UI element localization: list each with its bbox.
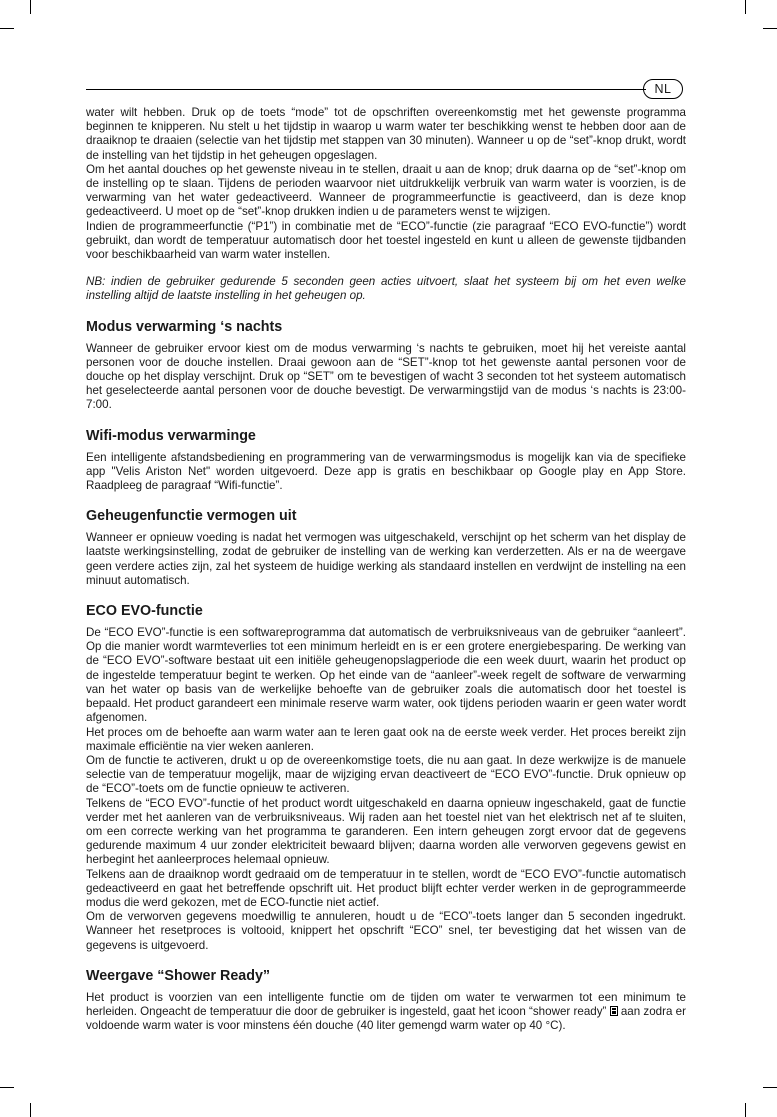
intro-paragraph: water wilt hebben. Druk op de toets “mode” tot de opschriften overeenkomstig met het gewenste programma beginnen te knipperen. Nu stelt u het tijdstip in waarop u warm water ter beschikking wenst te hebben door aan de draaiknop te draaien (selectie van het tijdstip met stappen van 30 minuten). Wanneer u op de “set”-knop drukt, wordt de instelling van het tijdstip in het geheugen opgeslagen. [86,106,686,162]
eco-paragraph: Om de verworven gegevens moedwillig te annuleren, houdt u de “ECO”-toets langer dan 5 seconden ingedrukt. Wanneer het resetproces is voltooid, knippert het opschrift “ECO” snel, ter bevestiging dat het wissen van de gegevens is uitgevoerd. [86,910,686,952]
eco-paragraph: De “ECO EVO”-functie is een softwareprogramma dat automatisch de verbruiksniveaus van de gebruiker “aanleert”. Op die manier wordt warmteverlies tot een minimum herleidt en is er een grotere energiebesparing. De werking van de “ECO EVO”-software bestaat uit een initiële geheugenopslagperiode die een week duurt, waarin het product op de ingestelde temperatuur begint te werken. Op het einde van de “aanleer”-week regelt de software de verwarming van het water op basis van de werkelijke behoefte van de gebruiker zoals die automatisch door het toestel is bepaald. Het product garandeert een minimale reserve warm water, ook tijdens perioden waarin er geen water wordt afgenomen. [86,626,686,725]
section-title-night-mode: Modus verwarming ‘s nachts [86,318,283,335]
page-content [86,106,686,1033]
intro-paragraph: Om het aantal douches op het gewenste niveau in te stellen, draait u aan de knop; druk daarna op de “set”-knop om de instelling op te slaan. Tijdens de perioden waarvoor niet uitdrukkelijk verbruik van warm water is voorzien, is de verwarming van het water gedeactiveerd. Wanneer de programmeerfunctie is geactiveerd, dan is deze knop gedeactiveerd. U moet op de “set”-knop drukken indien u de parameters wenst te wijzigen. [86,162,686,219]
crop-mark [763,1087,777,1088]
eco-paragraph: Telkens de “ECO EVO”-functie of het product wordt uitgeschakeld en daarna opnieuw ingeschakeld, gaat de functie verder met het aanleren van de verbruiksniveaus. Wij raden aan het toestel niet van het elektrisch net af te sluiten, om een correcte werking van het programma te garanderen. Een intern geheugen zorgt ervoor dat de gegevens gedurende maximum 4 uur zonder elektriciteit bewaard blijven; daarna worden alle verworven gegevens gewist en herbegint het aanleerproces helemaal opnieuw. [86,796,686,867]
night-mode-paragraph: Wanneer de gebruiker ervoor kiest om de modus verwarming ‘s nachts te gebruiken, moet hij het vereiste aantal personen voor de douche instellen. Draai gewoon aan de “SET”-knop tot het gewenste aantal personen voor de douche op het display verschijnt. Druk op “SET” om te bevestigen of wacht 3 seconden tot het systeem automatisch het geselecteerde aantal personen voor de douche bevestigt. De verwarmingstijd van de modus ‘s nachts is 23:00-7:00. [86,341,686,412]
header-rule [86,89,646,90]
eco-paragraph: Om de functie te activeren, drukt u op de overeenkomstige toets, die nu aan gaat. In deze werkwijze is de manuele selectie van de temperatuur mogelijk, maar de wijziging ervan deactiveert de “ECO EVO”-functie. Druk opnieuw op de “ECO”-toets om de functie opnieuw te activeren. [86,753,686,796]
language-badge: NL [643,79,683,99]
crop-mark [30,1103,31,1117]
shower-text-before: Het product is voorzien van een intelligente functie om de tijden om water te verwarmen tot een minimum te herleiden. Ongeacht de temperatuur die door de gebruiker is ingesteld, gaat het icoon “shower ready” [86,990,686,1018]
crop-mark [745,1103,746,1117]
section-title-memory: Geheugenfunctie vermogen uit [86,508,297,525]
crop-mark [0,1087,14,1088]
shower-ready-icon [610,1006,618,1016]
crop-mark [763,28,777,29]
section-title-eco: ECO EVO-functie [86,603,203,620]
shower-ready-paragraph [86,991,686,1034]
crop-mark [745,0,746,14]
note-paragraph: NB: indien de gebruiker gedurende 5 seconden geen acties uitvoert, slaat het systeem bij om het even welke instelling altijd de laatste instelling in het geheugen op. [86,275,686,303]
eco-paragraph: Het proces om de behoefte aan warm water aan te leren gaat ook na de eerste week verder. Het proces bereikt zijn maximale efficiëntie na vier weken aanleren. [86,725,686,753]
intro-paragraph: Indien de programmeerfunctie (“P1”) in combinatie met de “ECO”-functie (zie paragraaf “ECO EVO-functie”) wordt gebruikt, dan wordt de temperatuur automatisch door het toestel ingesteld en kunt u alleen de gewenste tijdbanden voor beschikbaarheid van warm water instellen. [86,219,686,262]
shower-text-after: aan zodra er voldoende warm water is voor minstens één douche (40 liter gemengd warm water op 40 °C). [86,1004,686,1033]
wifi-paragraph: Een intelligente afstandsbediening en programmering van de verwarmingsmodus is mogelijk kan via de specifieke app "Velis Ariston Net" worden uitgevoerd. Deze app is gratis en beschikbaar op Google play en App Store. Raadpleeg de paragraaf “Wifi-functie”. [86,450,686,493]
crop-mark [30,0,31,14]
section-title-wifi: Wifi-modus verwarminge [86,427,256,444]
crop-mark [0,28,14,29]
eco-paragraph: Telkens aan de draaiknop wordt gedraaid om de temperatuur in te stellen, wordt de “ECO EVO”-functie automatisch gedeactiveerd en gaat het betreffende opschrift uit. Het product blijft echter verder werken in de geprogrammeerde modus die werd gekozen, met de ECO-functie niet actief. [86,867,686,909]
memory-paragraph: Wanneer er opnieuw voeding is nadat het vermogen was uitgeschakeld, verschijnt op het scherm van het display de laatste werkingsinstelling, zodat de gebruiker de instelling van de werking kan verderzetten. Als er na de weergave geen verdere acties zijn, zal het systeem de huidige werking als standaard instellen en verdwijnt de instelling na een minuut automatisch. [86,531,686,587]
section-title-shower-ready: Weergave “Shower Ready” [86,967,271,984]
